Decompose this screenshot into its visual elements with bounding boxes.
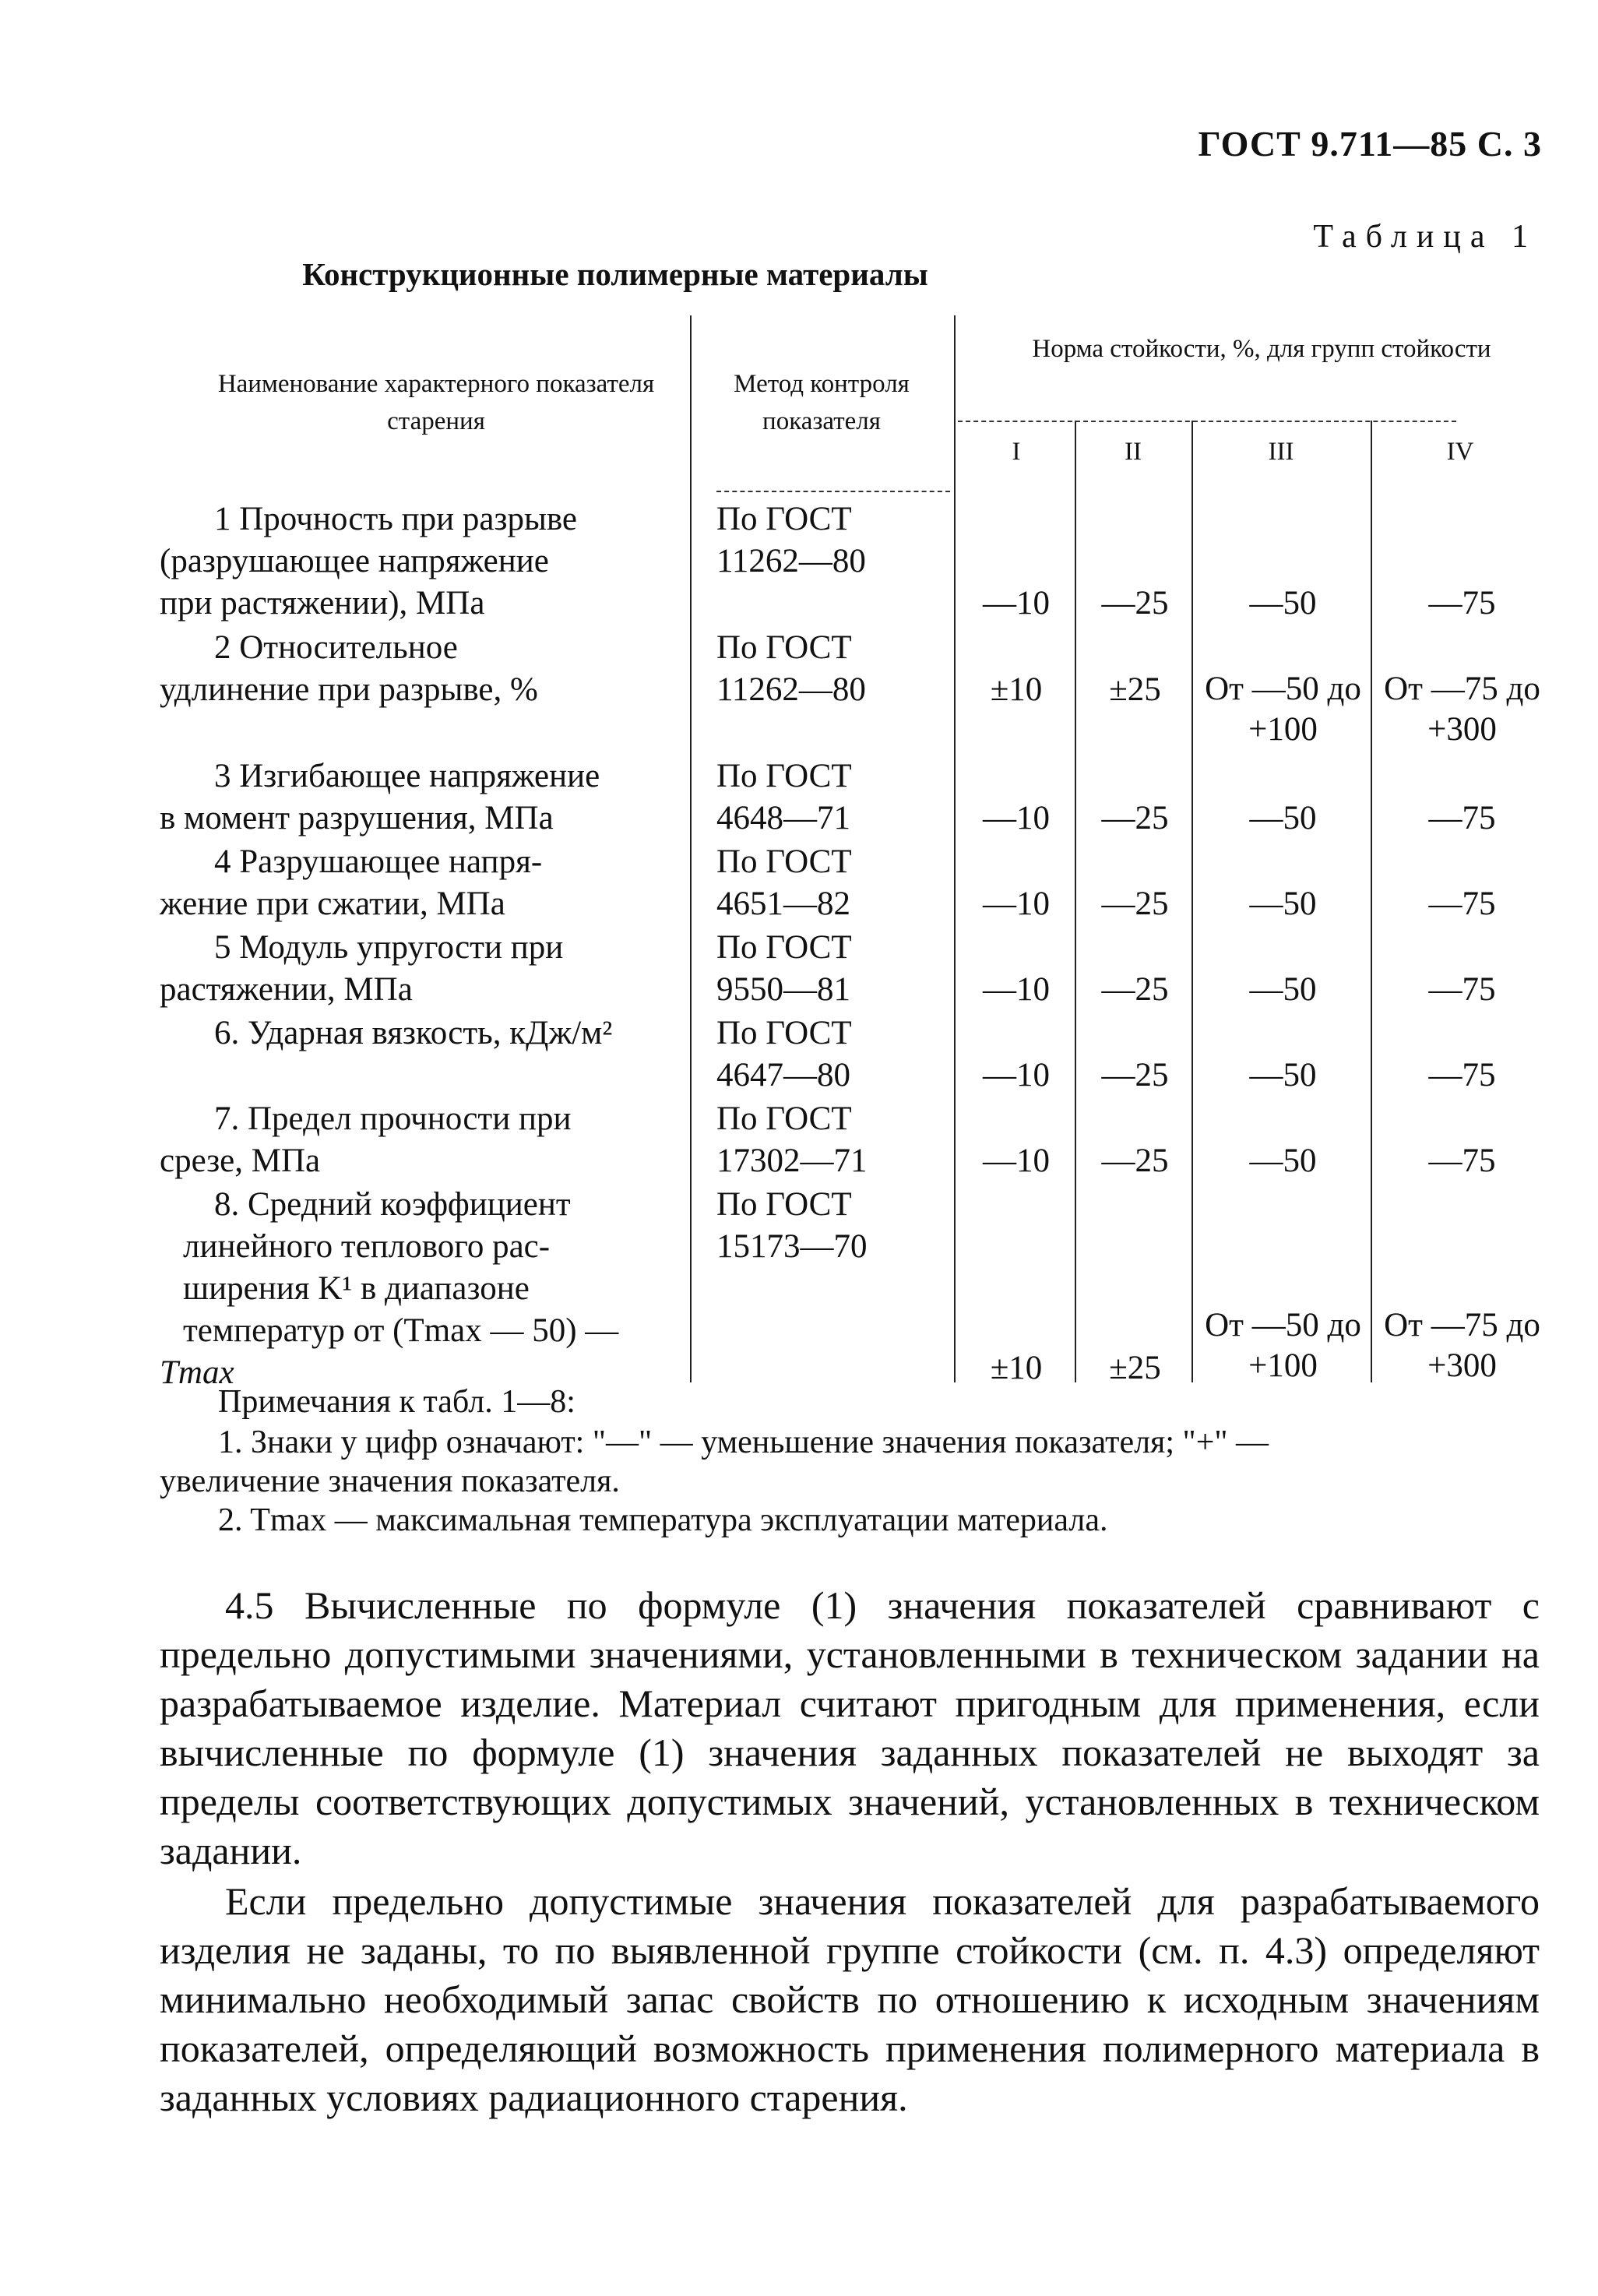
note-1: 1. Знаки у цифр означают: "—" — уменьшение значения показателя; "+" — xyxy=(218,1424,1269,1460)
row-3-group-iii: —50 xyxy=(1249,800,1317,836)
row-3-group-iv: —75 xyxy=(1428,800,1496,836)
row-5-group-i: —10 xyxy=(983,971,1050,1008)
row-6-method: По ГОСТ 4647—80 xyxy=(716,1015,852,1093)
row-1-group-iv: —75 xyxy=(1428,585,1496,622)
paragraph-2: Если предельно допустимые значения показателей для разрабатываемого изделия не заданы, то по выявленной группе стойкости (см. п. 4.3) определяют минимально необходимый запас свойств по отношению к исходным значениям показателей, определяющий возможность применения полимерного материала в заданных условиях радиационного старения. xyxy=(160,1879,1540,2119)
row-6-group-i: —10 xyxy=(983,1057,1050,1093)
notes-title: Примечания к табл. 1—8: xyxy=(218,1384,575,1420)
row-1-group-ii: —25 xyxy=(1101,585,1169,622)
row-8-group-iii: От —50 до +100 xyxy=(1205,1307,1361,1384)
note-1-continuation: увеличение значения показателя. xyxy=(160,1463,620,1499)
row-3-method: По ГОСТ 4648—71 xyxy=(716,758,852,836)
paragraph-4-5: 4.5 Вычисленные по формуле (1) значения показателей сравнивают с предельно допустимыми значениями, установленными в техническом задании на разрабатываемое изделие. Материал считают пригодным для применения, если вычисленные по формуле (1) значения заданных показателей не выходят за пределы соответствующих допустимых значений, установленных в техническом задании. xyxy=(160,1583,1540,1872)
row-2-method: По ГОСТ 11262—80 xyxy=(716,629,866,708)
row-8-group-ii: ±25 xyxy=(1109,1350,1161,1386)
row-7-group-ii: —25 xyxy=(1101,1143,1169,1179)
col-separator-2 xyxy=(954,315,956,1382)
row-8-name: 8. Средний коэффициент линейного теплового рас- ширения K¹ в диапазоне температур от (Tmax — 50) — Tmax xyxy=(160,1186,619,1391)
row-4-name: 4 Разрушающее напря- жение при сжатии, МПа xyxy=(160,843,543,922)
row-6-group-iii: —50 xyxy=(1249,1057,1317,1093)
row-7-method: По ГОСТ 17302—71 xyxy=(716,1100,868,1179)
row-3-name: 3 Изгибающее напряжение в момент разрушения, МПа xyxy=(160,758,600,836)
row-7-group-i: —10 xyxy=(983,1143,1050,1179)
row-3-group-i: —10 xyxy=(983,800,1050,836)
note-2: 2. Tmax — максимальная температура эксплуатации материала. xyxy=(218,1502,1108,1538)
table-title: Конструкционные полимерные материалы xyxy=(302,256,928,292)
row-8-group-i: ±10 xyxy=(990,1350,1043,1386)
groups-rule xyxy=(958,421,1456,422)
row-3-group-ii: —25 xyxy=(1101,800,1169,836)
row-4-group-iii: —50 xyxy=(1249,886,1317,922)
header-group-ii: II xyxy=(1125,438,1142,466)
row-8-group-iv: От —75 до +300 xyxy=(1384,1307,1540,1384)
row-5-group-ii: —25 xyxy=(1101,971,1169,1008)
row-4-group-i: —10 xyxy=(983,886,1050,922)
page-header: ГОСТ 9.711—85 С. 3 xyxy=(1198,124,1542,164)
row-1-group-iii: —50 xyxy=(1249,585,1317,622)
header-group-iv: IV xyxy=(1446,438,1474,466)
row-4-method: По ГОСТ 4651—82 xyxy=(716,843,852,922)
header-group-i: I xyxy=(1012,438,1021,466)
row-5-name: 5 Модуль упругости при растяжении, МПа xyxy=(160,929,564,1008)
row-7-group-iv: —75 xyxy=(1428,1143,1496,1179)
table-label: Таблица 1 xyxy=(1313,219,1537,255)
col-separator-5 xyxy=(1371,421,1372,1382)
row-5-group-iii: —50 xyxy=(1249,971,1317,1008)
header-method: Метод контроля показателя xyxy=(734,370,910,435)
header-group-iii: III xyxy=(1268,438,1294,466)
row-4-group-ii: —25 xyxy=(1101,886,1169,922)
row-2-group-iv: От —75 до +300 xyxy=(1384,671,1540,748)
row-6-name: 6. Ударная вязкость, кДж/м² xyxy=(214,1015,613,1051)
header-name: Наименование характерного показателя старения xyxy=(217,370,655,435)
row-6-group-iv: —75 xyxy=(1428,1057,1496,1093)
header-norm: Норма стойкости, %, для групп стойкости xyxy=(1032,335,1491,363)
row-2-name: 2 Относительное удлинение при разрыве, % xyxy=(160,629,538,708)
row-1-method: По ГОСТ 11262—80 xyxy=(716,501,866,579)
row-4-group-iv: —75 xyxy=(1428,886,1496,922)
row-5-group-iv: —75 xyxy=(1428,971,1496,1008)
row-5-method: По ГОСТ 9550—81 xyxy=(716,929,852,1008)
row-1-group-i: —10 xyxy=(983,585,1050,622)
row-2-group-ii: ±25 xyxy=(1109,671,1161,708)
col-separator-1 xyxy=(690,315,692,1382)
row-2-group-i: ±10 xyxy=(990,671,1043,708)
row-7-group-iii: —50 xyxy=(1249,1143,1317,1179)
row-2-group-iii: От —50 до +100 xyxy=(1205,671,1361,748)
row-6-group-ii: —25 xyxy=(1101,1057,1169,1093)
row-7-name: 7. Предел прочности при срезе, МПа xyxy=(160,1100,572,1179)
row-1-name: 1 Прочность при разрыве (разрушающее напряжение при растяжении), МПа xyxy=(160,501,578,622)
col-separator-3 xyxy=(1075,421,1076,1382)
header-rule xyxy=(716,491,950,492)
col-separator-4 xyxy=(1191,421,1193,1382)
row-8-method: По ГОСТ 15173—70 xyxy=(716,1186,868,1265)
